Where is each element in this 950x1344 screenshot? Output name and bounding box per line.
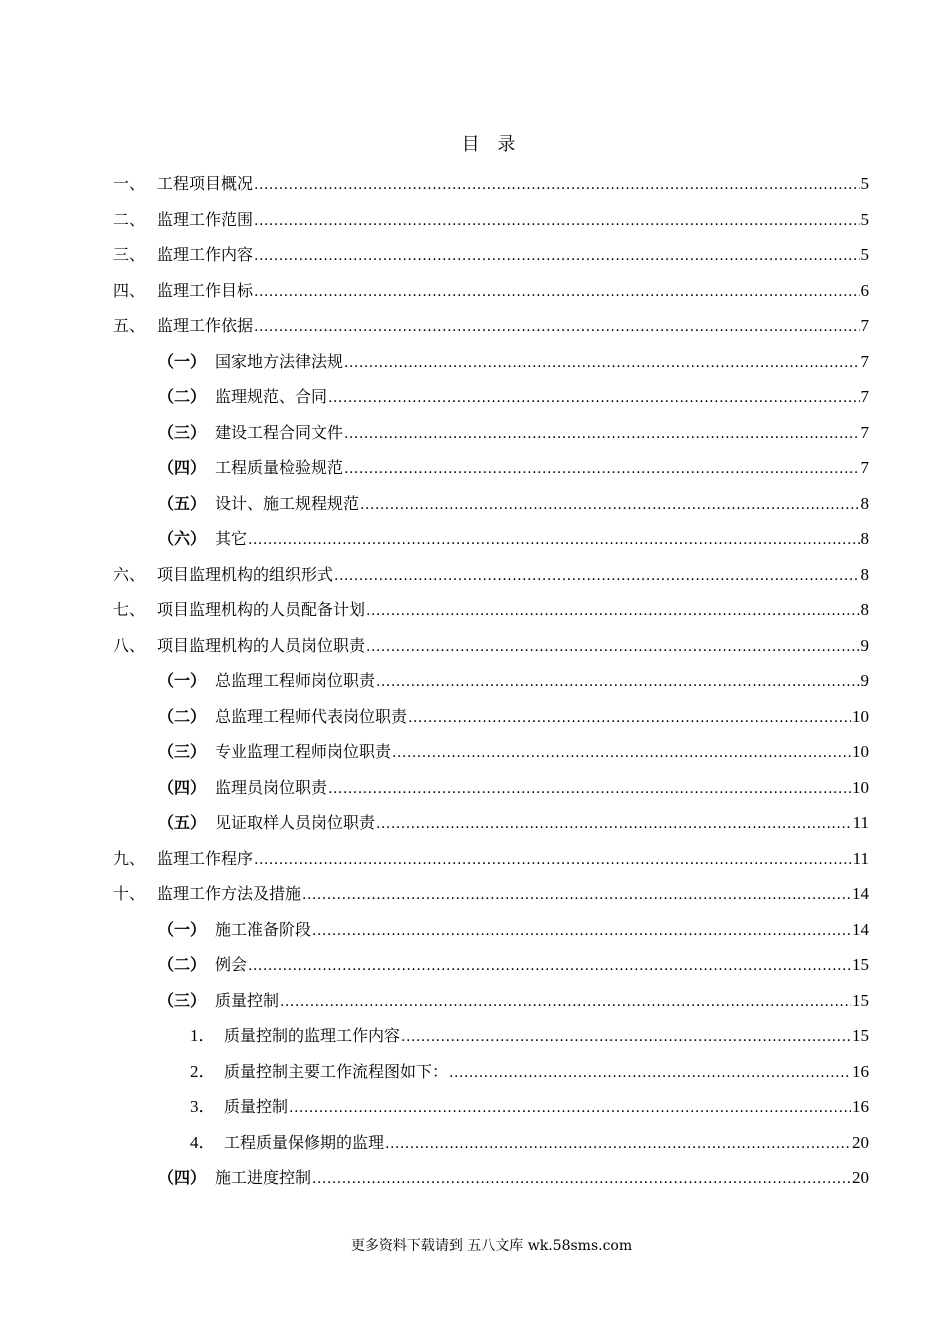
toc-entry-page: 8	[860, 564, 869, 584]
toc-leader-dots	[344, 424, 859, 444]
toc-leader-dots	[392, 743, 851, 763]
toc-leader-dots	[401, 1027, 851, 1047]
toc-entry-page: 7	[860, 387, 869, 406]
toc-entry-number: （三）	[158, 990, 207, 1010]
toc-entry[interactable]	[190, 1088, 869, 1118]
toc-entry-title: 其它	[215, 529, 248, 548]
toc-entry-title: 项目监理机构的人员岗位职责	[157, 635, 366, 655]
toc-leader-dots	[254, 850, 852, 870]
toc-entry-number: （六）	[158, 529, 207, 548]
toc-entry-number: 3．	[190, 1097, 216, 1116]
toc-entry-page: 14	[852, 919, 869, 939]
toc-leader-dots	[449, 1063, 851, 1083]
toc-entry-number: （二）	[158, 955, 207, 974]
toc-entry-page: 11	[852, 848, 869, 868]
toc-entry-page: 5	[860, 245, 869, 264]
toc-entry-title: 监理员岗位职责	[215, 777, 328, 797]
toc-leader-dots	[289, 1098, 851, 1118]
toc-entry-title: 总监理工程师岗位职责	[215, 671, 376, 690]
toc-entry-number: 二、	[113, 209, 146, 229]
toc-entry[interactable]	[113, 307, 869, 337]
toc-entry-title: 工程项目概况	[157, 174, 254, 193]
toc-entry-page: 10	[852, 706, 869, 726]
toc-entry[interactable]	[158, 378, 869, 408]
toc-entry[interactable]	[113, 627, 869, 657]
toc-entry-title: 总监理工程师代表岗位职责	[215, 706, 408, 726]
toc-entry-number: （五）	[158, 493, 207, 513]
page-footer: 更多资料下载请到 五八文库 wk.58sms.com	[350, 1238, 633, 1254]
toc-leader-dots	[248, 530, 859, 550]
toc-entry-title: 专业监理工程师岗位职责	[215, 742, 392, 761]
toc-leader-dots	[360, 495, 859, 515]
toc-entry[interactable]	[113, 591, 869, 621]
toc-entry-title: 工程质量检验规范	[215, 458, 344, 477]
toc-entry-title: 质量控制	[215, 990, 280, 1010]
toc-entry-number: 八、	[113, 635, 146, 655]
toc-entry[interactable]	[158, 343, 869, 373]
toc-leader-dots	[328, 388, 859, 408]
toc-entry-page: 9	[860, 671, 869, 690]
toc-entry[interactable]	[113, 272, 869, 302]
toc-entry-title: 见证取样人员岗位职责	[215, 813, 376, 832]
toc-entry-title: 监理工作程序	[157, 848, 254, 868]
toc-entry-page: 8	[860, 600, 869, 619]
toc-entry-title: 施工准备阶段	[215, 919, 312, 939]
toc-entry-page: 20	[852, 1132, 869, 1152]
toc-leader-dots	[376, 814, 852, 834]
toc-entry-page: 6	[860, 280, 869, 300]
toc-entry-title: 监理工作内容	[157, 245, 254, 264]
toc-entry-page: 10	[852, 742, 869, 761]
toc-entry-title: 项目监理机构的人员配备计划	[157, 600, 366, 619]
toc-entry-page: 5	[860, 174, 869, 193]
toc-entry-title: 工程质量保修期的监理	[224, 1132, 385, 1152]
toc-entry-number: （三）	[158, 422, 207, 442]
toc-entry-number: （二）	[158, 706, 207, 726]
toc-entry-title: 监理工作范围	[157, 209, 254, 229]
toc-leader-dots	[344, 459, 859, 479]
toc-entry[interactable]	[158, 414, 869, 444]
toc-entry[interactable]	[158, 662, 869, 692]
toc-entry-title: 国家地方法律法规	[215, 351, 344, 371]
toc-entry[interactable]	[113, 840, 869, 870]
toc-leader-dots	[408, 708, 851, 728]
toc-entry-page: 9	[860, 635, 869, 655]
toc-entry-number: 五、	[113, 316, 146, 335]
toc-entry[interactable]	[158, 769, 869, 799]
toc-entry-page: 11	[852, 813, 869, 832]
toc-entry-number: 一、	[113, 174, 146, 193]
toc-leader-dots	[254, 317, 859, 337]
toc-entry-number: 1．	[190, 1026, 216, 1045]
toc-entry-page: 15	[852, 990, 869, 1010]
toc-entry[interactable]	[113, 201, 869, 231]
toc-entry[interactable]	[158, 520, 869, 550]
toc-entry-title: 监理规范、合同	[215, 387, 328, 406]
toc-entry-page: 7	[860, 351, 869, 371]
toc-entry[interactable]	[113, 875, 869, 905]
toc-entry[interactable]	[113, 556, 869, 586]
toc-leader-dots	[254, 175, 859, 195]
toc-entry-number: （五）	[158, 813, 207, 832]
toc-entry[interactable]	[158, 1159, 869, 1189]
toc-leader-dots	[312, 1169, 851, 1189]
toc-entry-page: 8	[860, 493, 869, 513]
toc-entry-number: （一）	[158, 919, 207, 939]
toc-entry-number: 2．	[190, 1061, 216, 1081]
toc-leader-dots	[302, 885, 851, 905]
toc-entry-title: 例会	[215, 955, 248, 974]
toc-entry[interactable]	[158, 982, 869, 1012]
toc-leader-dots	[254, 282, 859, 302]
toc-entry-title: 监理工作方法及措施	[157, 884, 302, 903]
toc-entry-number: （四）	[158, 777, 207, 797]
toc-entry-page: 10	[852, 777, 869, 797]
toc-entry-page: 7	[860, 458, 869, 477]
toc-leader-dots	[366, 637, 859, 657]
toc-entry-title: 质量控制的监理工作内容	[224, 1026, 401, 1045]
toc-leader-dots	[344, 353, 859, 373]
toc-entry[interactable]	[158, 733, 869, 763]
toc-entry-title: 建设工程合同文件	[215, 422, 344, 442]
toc-entry[interactable]	[158, 946, 869, 976]
toc-leader-dots	[254, 246, 859, 266]
toc-entry-page: 15	[852, 955, 869, 974]
toc-entry-page: 8	[860, 529, 869, 548]
toc-entry-title: 监理工作目标	[157, 280, 254, 300]
toc-entry-page: 7	[860, 422, 869, 442]
toc-entry[interactable]	[158, 449, 869, 479]
toc-entry[interactable]	[190, 1124, 869, 1154]
toc-entry-title: 设计、施工规程规范	[215, 493, 360, 513]
toc-entry-page: 7	[860, 316, 869, 335]
toc-entry[interactable]	[190, 1053, 869, 1083]
toc-entry-number: 十、	[113, 884, 146, 903]
toc-entry-page: 5	[860, 209, 869, 229]
toc-leader-dots	[334, 566, 859, 586]
toc-entry-number: （一）	[158, 671, 207, 690]
toc-leader-dots	[376, 672, 859, 692]
toc-entry-number: （二）	[158, 387, 207, 406]
toc-entry-number: 四、	[113, 280, 146, 300]
toc-entry-page: 16	[852, 1061, 869, 1081]
toc-entry[interactable]	[113, 165, 869, 195]
toc-entry-number: （四）	[158, 1168, 207, 1187]
toc-entry-title: 质量控制主要工作流程图如下：	[224, 1061, 449, 1081]
toc-leader-dots	[254, 211, 859, 231]
toc-entry[interactable]	[158, 698, 869, 728]
toc-entry-title: 监理工作依据	[157, 316, 254, 335]
toc-leader-dots	[248, 956, 851, 976]
toc-title: 目 录	[461, 134, 522, 155]
toc-entry-page: 16	[852, 1097, 869, 1116]
toc-leader-dots	[385, 1134, 851, 1154]
toc-entry-number: （三）	[158, 742, 207, 761]
toc-entry[interactable]	[158, 485, 869, 515]
toc-entry-number: 4．	[190, 1132, 216, 1152]
toc-entry[interactable]	[190, 1017, 869, 1047]
toc-entry-number: 七、	[113, 600, 146, 619]
toc-entry-page: 14	[852, 884, 869, 903]
toc-entry-number: 九、	[113, 848, 146, 868]
toc-entry-title: 质量控制	[224, 1097, 289, 1116]
toc-entry-number: 六、	[113, 564, 146, 584]
toc-entry-title: 施工进度控制	[215, 1168, 312, 1187]
toc-entry-page: 15	[852, 1026, 869, 1045]
toc-leader-dots	[280, 992, 851, 1012]
toc-entry-number: 三、	[113, 245, 146, 264]
toc-entry[interactable]	[158, 804, 869, 834]
toc-entry[interactable]	[158, 911, 869, 941]
toc-entry[interactable]	[113, 236, 869, 266]
toc-entry-title: 项目监理机构的组织形式	[157, 564, 334, 584]
toc-entry-page: 20	[852, 1168, 869, 1187]
toc-leader-dots	[366, 601, 859, 621]
toc-leader-dots	[328, 779, 851, 799]
toc-entry-number: （一）	[158, 351, 207, 371]
toc-entry-number: （四）	[158, 458, 207, 477]
toc-leader-dots	[312, 921, 851, 941]
